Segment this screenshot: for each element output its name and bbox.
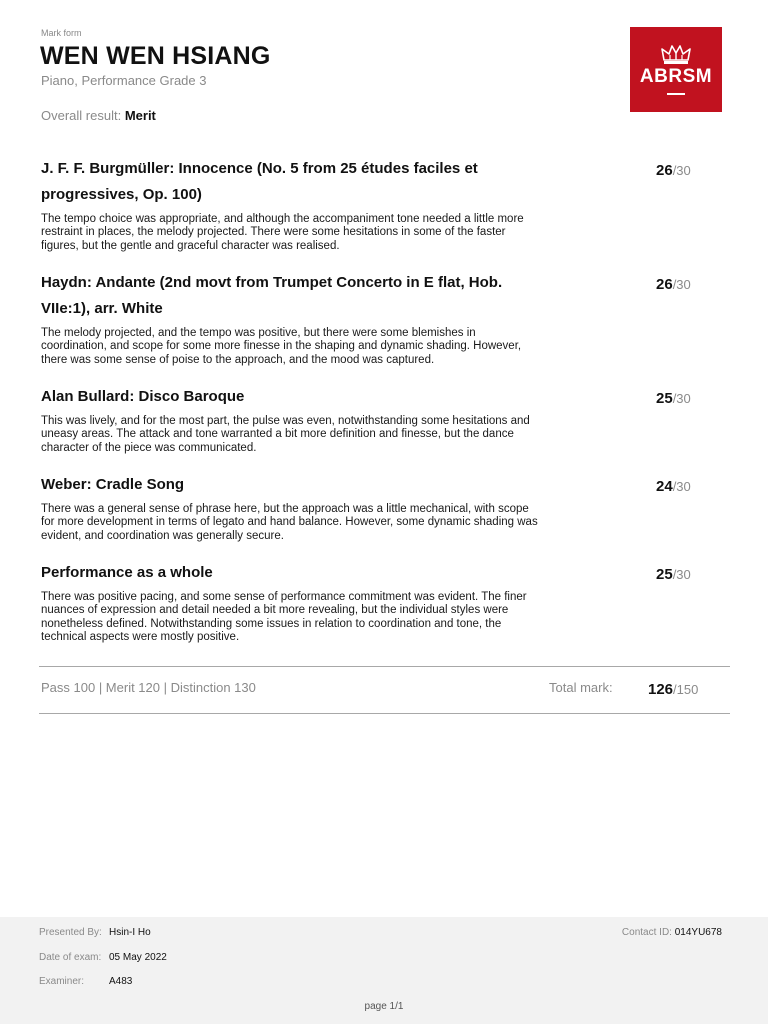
examiner-value: A483	[109, 976, 133, 987]
total-mark-label: Total mark:	[549, 680, 613, 695]
assessment-section	[41, 560, 721, 645]
page-number: page 1/1	[364, 1001, 404, 1012]
contact-id	[622, 927, 722, 938]
mark-value: 26	[656, 162, 673, 179]
section-title: Weber: Cradle Song	[41, 476, 185, 493]
assessment-section	[41, 472, 721, 543]
total-mark-out-of: /150	[673, 682, 699, 697]
presented-by-label: Presented By:	[39, 927, 102, 938]
mark-out-of: /30	[672, 567, 691, 582]
section-mark	[656, 566, 691, 583]
exam-date-label: Date of exam:	[39, 952, 102, 963]
section-comment: There was a general sense of phrase here, but the approach was a little mechanical, with scope for more development in terms of legato and hand balance. However, some dynamic shading was evident, and coordination was generally secure.	[41, 503, 538, 542]
overall-result	[41, 108, 156, 123]
mark-value: 26	[656, 276, 673, 293]
section-title: Alan Bullard: Disco Baroque	[41, 388, 245, 405]
divider-bottom	[39, 713, 730, 714]
examiner-label: Examiner:	[39, 976, 85, 987]
exam-date-value: 05 May 2022	[109, 952, 167, 963]
section-title: Haydn: Andante (2nd movt from Trumpet Concerto in E flat, Hob. VIIe:1), arr. White	[41, 274, 503, 317]
section-comment: The tempo choice was appropriate, and although the accompaniment tone needed a little more restraint in places, the melody projected. There were some hesitations in some of the faster figures, but the gentle and graceful character was realised.	[41, 213, 524, 252]
logo-underline	[667, 93, 685, 95]
assessment-section	[41, 270, 721, 367]
section-mark	[656, 276, 691, 293]
subject-grade: Piano, Performance Grade 3	[41, 73, 207, 88]
overall-result-label: Overall result:	[41, 108, 122, 123]
presented-by-value: Hsin-I Ho	[109, 927, 151, 938]
mark-value: 25	[656, 566, 673, 583]
divider-top	[39, 666, 730, 667]
abrsm-logo	[630, 27, 722, 112]
mark-out-of: /30	[672, 479, 691, 494]
contact-id-label: Contact ID:	[621, 927, 672, 938]
assessment-section	[41, 156, 721, 253]
logo-text: ABRSM	[639, 66, 713, 87]
section-mark	[656, 478, 691, 495]
mark-out-of: /30	[672, 277, 691, 292]
section-title: J. F. F. Burgmüller: Innocence (No. 5 from 25 études faciles et progressives, Op. 100)	[41, 160, 478, 203]
section-mark	[656, 162, 691, 179]
overall-result-value: Merit	[124, 108, 156, 123]
contact-id-value: 014YU678	[674, 927, 722, 938]
total-mark-value: 126	[648, 681, 674, 698]
mark-value: 25	[656, 390, 673, 407]
section-comment: This was lively, and for the most part, the pulse was even, notwithstanding some hesitations and uneasy areas. The attack and tone warranted a bit more definition and finesse, but the dance character of the piece was communicated.	[41, 415, 530, 454]
mark-out-of: /30	[672, 163, 691, 178]
section-title: Performance as a whole	[41, 564, 213, 581]
total-mark	[648, 681, 698, 698]
grade-thresholds: Pass 100 | Merit 120 | Distinction 130	[41, 680, 256, 695]
section-comment: The melody projected, and the tempo was positive, but there were some blemishes in coordination, and scope for some more finesse in the shaping and dynamic shading. However, there was some sense of poise to the approach, and the mood was captured.	[41, 327, 522, 366]
candidate-name: WEN WEN HSIANG	[40, 42, 271, 70]
section-mark	[656, 390, 691, 407]
form-label: Mark form	[41, 28, 82, 38]
mark-out-of: /30	[672, 391, 691, 406]
assessment-section	[41, 384, 721, 455]
crown-icon	[661, 43, 691, 65]
mark-value: 24	[656, 478, 673, 495]
section-comment: There was positive pacing, and some sense of performance commitment was evident. The finer nuances of expression and detail needed a bit more revealing, but the individual styles were nonetheless defined. Notwithstanding some issues in relation to coordination and tone, the technical aspects were mostly positive.	[41, 591, 527, 644]
